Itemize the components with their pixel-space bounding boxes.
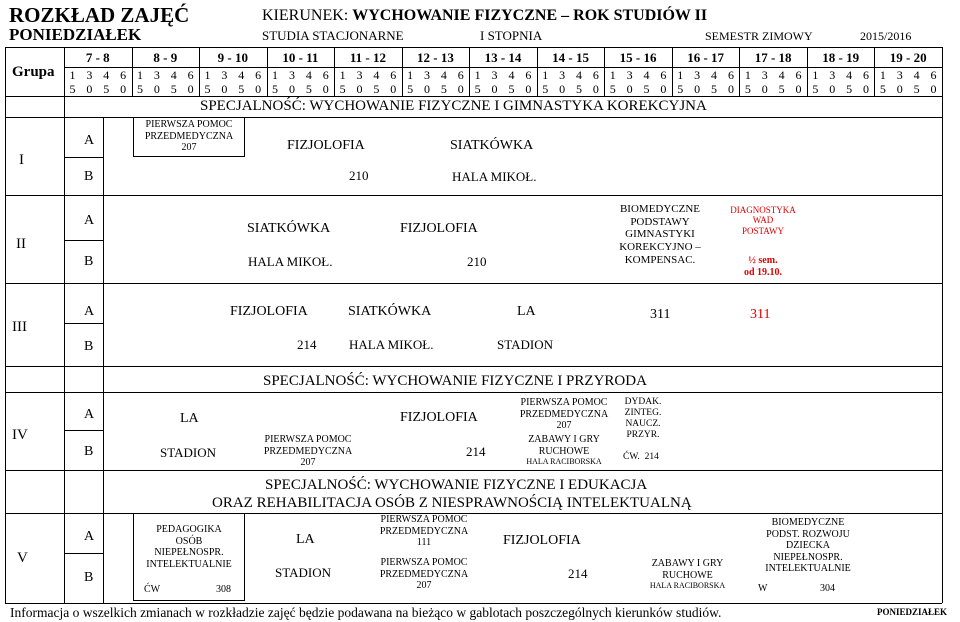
group-separator	[5, 366, 942, 367]
g3-athletics-venue: STADION	[497, 337, 554, 352]
g4-physiology-room: 214	[466, 444, 486, 459]
hour-separator	[64, 67, 942, 68]
course-line: NIEPEŁNOSPR.	[773, 551, 843, 563]
g5-physiology-course: FIZJOLOFIA	[503, 533, 581, 548]
quarter-minute-bottom: 5	[879, 82, 886, 96]
g1-first-aid	[133, 119, 245, 154]
note-line: ½ sem.	[748, 255, 778, 266]
quarter-minute-bottom: 5	[677, 82, 684, 96]
hour-label: 13 - 14	[484, 50, 522, 65]
course-name: ZABAWY I GRY	[651, 558, 724, 569]
group-4-label: IV	[12, 427, 28, 443]
quarter-minute-bottom: 5	[305, 82, 312, 96]
specialty-heading-3a: SPECJALNOŚĆ: WYCHOWANIE FIZYCZNE I EDUKACJA	[265, 477, 648, 493]
quarter-minute-bottom: 0	[930, 82, 937, 96]
quarter-minute-bottom: 0	[424, 82, 430, 96]
hour-label: 12 - 13	[417, 50, 454, 65]
hour-label: 11 - 12	[349, 50, 386, 65]
quarter-minute-top: 6	[525, 68, 532, 82]
course-name-2: PRZEDMEDYCZNA	[519, 408, 609, 420]
hour-label: 14 - 15	[552, 50, 589, 65]
quarter-minute-top: 3	[153, 68, 160, 82]
course-line: NAUCZ.	[625, 418, 661, 429]
quarter-minute-top: 4	[103, 68, 110, 82]
quarter-minute-bottom: 5	[238, 82, 245, 96]
hour-label: 15 - 16	[619, 50, 657, 65]
room-number: 207	[556, 420, 572, 431]
course-line: OSÓB	[175, 535, 203, 547]
quarter-minute-bottom: 0	[187, 82, 194, 96]
note-line: od 19.10.	[743, 266, 783, 278]
course-line: POSTAWY	[741, 225, 785, 236]
quarter-minute-bottom: 5	[643, 82, 650, 96]
g4-didactics-exercise	[623, 453, 659, 463]
quarter-minute-bottom: 0	[761, 82, 768, 96]
group-column-header: Grupa	[12, 64, 55, 80]
quarter-minute-bottom: 5	[744, 82, 751, 96]
specialty-heading-3b: ORAZ REHABILITACJA OSÓB Z NIESPRAWNOŚCIĄ INTELEKTUALNĄ	[212, 495, 692, 511]
quarter-minute-bottom: 5	[170, 82, 177, 96]
room-number: 207	[181, 142, 197, 153]
quarter-minute-bottom: 5	[508, 82, 515, 96]
quarter-minute-top: 6	[457, 68, 464, 82]
g1-physiology-room: 210	[349, 168, 369, 183]
g5-biomedical-room: 304	[820, 583, 835, 594]
room-number: 207	[300, 457, 316, 468]
quarter-minute-top: 6	[322, 68, 329, 82]
quarter-minute-top: 3	[761, 68, 768, 82]
g5-physiology-room: 214	[568, 566, 588, 581]
course-line: DIAGNOSTYKA	[730, 205, 796, 215]
study-mode: STUDIA STACJONARNE	[262, 28, 404, 43]
course-name: PIERWSZA POMOC	[145, 119, 233, 130]
course-line: PODST. ROZWOJU	[766, 528, 850, 540]
quarter-minute-top: 6	[863, 68, 869, 82]
quarter-minute-bottom: 5	[272, 82, 279, 96]
quarter-minute-bottom: 0	[896, 82, 903, 96]
g4-first-aid-b	[252, 434, 364, 469]
g1-volleyball-hall: HALA MIKOŁ.	[452, 169, 537, 184]
quarter-minute-top: 6	[390, 68, 397, 82]
quarter-minute-bottom: 0	[288, 82, 295, 96]
venue: HALA RACIBORSKA	[649, 581, 726, 590]
group-3-label: III	[12, 319, 27, 335]
hour-label: 16 - 17	[687, 50, 725, 65]
course-name-2: PRZEDMEDYCZNA	[144, 130, 234, 142]
room-number: 111	[416, 537, 432, 548]
quarter-minute-top: 3	[491, 68, 498, 82]
grid-right-border	[942, 47, 943, 603]
g5-first-aid-b	[368, 557, 480, 592]
quarter-minute-top: 6	[592, 68, 599, 82]
course-name: PIERWSZA POMOC	[380, 557, 468, 568]
quarter-minute-bottom: 0	[86, 82, 93, 96]
g5-biomedical-block	[748, 517, 868, 575]
g4-first-aid-a	[508, 397, 620, 432]
g5-first-aid-a	[368, 514, 480, 549]
quarter-minute-bottom: 0	[626, 82, 633, 96]
quarter-minute-bottom: 5	[711, 82, 718, 96]
course-name-2: PRZEDMEDYCZNA	[379, 568, 469, 580]
g5-pedagogy-room: 308	[216, 584, 231, 595]
quarter-minute-bottom: 0	[120, 82, 127, 96]
g5-biomedical-type: W	[758, 583, 768, 594]
quarter-minute-top: 4	[575, 68, 582, 82]
quarter-minute-top: 4	[846, 68, 853, 82]
g2-diagnostics-note	[718, 255, 808, 278]
g5-pedagogy-type: ĆW	[144, 584, 161, 595]
room-number: 214	[644, 452, 659, 462]
room-number: 207	[416, 580, 432, 591]
g2-physiology-course: FIZJOLOFIA	[400, 221, 478, 236]
g2-subgroup-a: A	[84, 213, 95, 228]
quarter-minute-bottom: 0	[491, 82, 498, 96]
quarter-minute-bottom: 5	[846, 82, 853, 96]
g3-volleyball-hall: HALA MIKOŁ.	[349, 337, 434, 352]
g4-physiology-course: FIZJOLOFIA	[400, 410, 478, 425]
quarter-minute-top: 6	[120, 68, 127, 82]
class-type: ĆW.	[623, 452, 640, 462]
g3-volleyball-course: SIATKÓWKA	[348, 304, 432, 319]
group-separator	[5, 195, 942, 196]
quarter-minute-bottom: 0	[863, 82, 869, 96]
quarter-minute-top: 6	[660, 68, 667, 82]
g1-subgroup-a: A	[84, 133, 95, 148]
kierunek-value: WYCHOWANIE FIZYCZNE – ROK STUDIÓW II	[352, 7, 708, 24]
course-name-2: PRZEDMEDYCZNA	[379, 525, 469, 537]
course-line: PODSTAWY	[630, 215, 690, 228]
subgroup-separator	[64, 240, 104, 241]
g5-games-block	[630, 558, 745, 590]
quarter-minute-top: 3	[829, 68, 836, 82]
footer-info: Informacja o wszelkich zmianach w rozkładzie zajęć będzie podawana na bieżąco w gablotach poszczególnych kierunków studiów.	[10, 605, 722, 620]
course-line: PEDAGOGIKA	[156, 524, 222, 535]
g3-subgroup-b: B	[84, 339, 94, 354]
quarter-minute-bottom: 5	[542, 82, 549, 96]
g3-physiology-course: FIZJOLOFIA	[230, 304, 308, 319]
course-line: KOREKCYJNO –	[619, 240, 701, 253]
subgroup-separator	[64, 430, 104, 431]
g5-athletics-course: LA	[296, 532, 315, 547]
quarter-minute-bottom: 5	[913, 82, 920, 96]
course-name: PIERWSZA POMOC	[264, 434, 352, 445]
quarter-minute-top: 3	[288, 68, 295, 82]
group-column-line	[64, 47, 65, 603]
hour-label: 7 - 8	[85, 50, 110, 65]
hour-label: 17 - 18	[754, 50, 792, 65]
quarter-minute-top: 3	[86, 68, 93, 82]
g4-athletics-course: LA	[180, 411, 199, 426]
g3-athletics-course: LA	[517, 304, 536, 319]
quarter-minute-top: 1	[812, 68, 819, 82]
quarter-minute-bottom: 5	[69, 82, 76, 96]
grid-top-border	[5, 47, 942, 48]
quarter-minute-bottom: 5	[440, 82, 447, 96]
g4-games-block	[508, 434, 620, 466]
g5-subgroup-b: B	[84, 570, 94, 585]
kierunek-label: KIERUNEK:	[262, 7, 349, 24]
g5-athletics-venue: STADION	[275, 565, 332, 580]
course-line: KOMPENSAC.	[624, 253, 696, 266]
course-line: ZINTEG.	[624, 407, 662, 418]
quarter-minute-top: 1	[272, 68, 279, 82]
g2-subgroup-b: B	[84, 254, 94, 269]
quarter-minute-bottom: 0	[727, 82, 734, 96]
quarter-minute-bottom: 5	[812, 82, 819, 96]
quarter-minute-top: 1	[879, 68, 886, 82]
quarter-minute-bottom: 0	[356, 82, 363, 96]
header-bottom-line	[5, 96, 942, 97]
quarter-minute-bottom: 0	[829, 82, 836, 96]
venue: HALA RACIBORSKA	[526, 457, 602, 466]
course-name: PIERWSZA POMOC	[380, 514, 468, 525]
quarter-minute-top: 3	[694, 68, 701, 82]
quarter-minute-bottom: 0	[559, 82, 566, 96]
g2-volleyball-course: SIATKÓWKA	[247, 221, 331, 236]
quarter-minute-bottom: 0	[457, 82, 464, 96]
quarter-minute-bottom: 0	[390, 82, 397, 96]
quarter-minute-bottom: 5	[136, 82, 143, 96]
quarter-minute-bottom: 5	[474, 82, 481, 96]
quarter-minute-top: 1	[136, 68, 143, 82]
g2-volleyball-hall: HALA MIKOŁ.	[248, 254, 333, 269]
quarter-minute-top: 4	[238, 68, 245, 82]
group-5-label: V	[17, 550, 28, 566]
group-1-label: I	[19, 152, 24, 168]
course-line: INTELEKTUALNIE	[765, 563, 851, 574]
quarter-minute-bottom: 5	[609, 82, 616, 96]
hour-label: 9 - 10	[217, 50, 248, 65]
quarter-minute-top: 4	[711, 68, 718, 82]
quarter-minute-bottom: 5	[407, 82, 414, 96]
semester-label: SEMESTR ZIMOWY	[705, 29, 813, 43]
quarter-minute-top: 6	[795, 68, 802, 82]
subgroup-separator	[64, 157, 104, 158]
quarter-minute-top: 4	[440, 68, 447, 82]
quarter-minute-bottom: 5	[103, 82, 110, 96]
study-degree: I STOPNIA	[480, 28, 543, 43]
specialty-heading-1: SPECJALNOŚĆ: WYCHOWANIE FIZYCZNE I GIMNASTYKA KOREKCYJNA	[200, 98, 707, 114]
hour-label: 8 - 9	[153, 50, 178, 65]
specialty-heading-2: SPECJALNOŚĆ: WYCHOWANIE FIZYCZNE I PRZYRODA	[263, 373, 647, 389]
quarter-minute-top: 1	[69, 68, 76, 82]
quarter-minute-top: 1	[204, 68, 211, 82]
grid-left-border	[5, 47, 6, 603]
page-title: ROZKŁAD ZAJĘĆ	[9, 3, 190, 27]
quarter-minute-top: 1	[677, 68, 684, 82]
quarter-minute-top: 3	[221, 68, 228, 82]
quarter-minute-top: 4	[508, 68, 515, 82]
quarter-minute-top: 4	[643, 68, 650, 82]
footer-day: PONIEDZIAŁEK	[877, 607, 948, 617]
quarter-minute-bottom: 5	[339, 82, 346, 96]
quarter-minute-bottom: 5	[778, 82, 785, 96]
g2-diagnostics-block	[718, 205, 808, 236]
course-line: BIOMEDYCZNE	[771, 517, 845, 528]
quarter-minute-top: 1	[339, 68, 346, 82]
g4-subgroup-b: B	[84, 444, 94, 459]
subgroup-column-line	[103, 117, 104, 603]
g3-physiology-room: 214	[297, 337, 317, 352]
quarter-minute-top: 3	[424, 68, 430, 82]
quarter-minute-top: 3	[626, 68, 633, 82]
course-line: GIMNASTYKI	[625, 228, 695, 241]
quarter-minute-top: 6	[187, 68, 194, 82]
subgroup-separator	[64, 553, 104, 554]
g4-didactics-block	[618, 397, 668, 441]
g2-physiology-room: 210	[467, 254, 487, 269]
g5-subgroup-a: A	[84, 529, 95, 544]
course-name: ZABAWY I GRY	[528, 434, 600, 445]
quarter-minute-bottom: 5	[575, 82, 582, 96]
quarter-minute-top: 4	[913, 68, 920, 82]
course-line: PRZYR.	[626, 429, 660, 440]
g4-athletics-venue: STADION	[160, 445, 217, 460]
group-separator	[5, 470, 942, 471]
course-line: NIEPEŁNOSPR.	[154, 547, 224, 558]
course-name-2: RUCHOWE	[538, 445, 590, 457]
kierunek-line	[262, 8, 707, 24]
group-separator	[5, 283, 942, 284]
day-label: PONIEDZIAŁEK	[9, 25, 142, 44]
g3-room-2: 311	[750, 307, 771, 322]
quarter-minute-bottom: 0	[660, 82, 667, 96]
course-line: INTELEKTUALNIE	[146, 558, 232, 570]
quarter-minute-bottom: 0	[592, 82, 599, 96]
quarter-minute-top: 6	[930, 68, 937, 82]
course-name-2: RUCHOWE	[662, 569, 713, 581]
g1-physiology-course: FIZJOLOFIA	[287, 138, 365, 153]
quarter-minute-bottom: 0	[221, 82, 228, 96]
g1-subgroup-b: B	[84, 169, 94, 184]
quarter-minute-bottom: 0	[525, 82, 532, 96]
quarter-minute-bottom: 0	[255, 82, 262, 96]
quarter-minute-top: 3	[896, 68, 903, 82]
hour-label: 18 - 19	[822, 50, 860, 65]
quarter-minute-top: 3	[559, 68, 566, 82]
quarter-minute-bottom: 0	[153, 82, 160, 96]
quarter-minute-top: 6	[255, 68, 262, 82]
course-line: DYDAK.	[624, 397, 662, 407]
g1-volleyball-course: SIATKÓWKA	[450, 138, 534, 153]
quarter-minute-bottom: 5	[373, 82, 380, 96]
g3-subgroup-a: A	[84, 304, 95, 319]
g5-pedagogy-block	[133, 524, 245, 570]
hour-label: 19 - 20	[889, 50, 927, 65]
quarter-minute-top: 6	[727, 68, 734, 82]
specialty-line	[5, 392, 942, 393]
hour-label: 10 - 11	[282, 50, 319, 65]
course-line: WAD	[752, 215, 774, 226]
subgroup-separator	[64, 323, 104, 324]
g3-room-1: 311	[650, 307, 671, 322]
quarter-minute-bottom: 0	[322, 82, 329, 96]
course-name-2: PRZEDMEDYCZNA	[263, 445, 353, 457]
quarter-minute-top: 1	[407, 68, 414, 82]
quarter-minute-top: 3	[356, 68, 363, 82]
grid-bottom-border	[5, 603, 942, 604]
quarter-minute-bottom: 0	[694, 82, 701, 96]
quarter-minute-top: 4	[778, 68, 785, 82]
quarter-minute-top: 1	[744, 68, 751, 82]
quarter-minute-bottom: 5	[204, 82, 211, 96]
quarter-minute-bottom: 0	[795, 82, 802, 96]
course-line: DZIECKA	[786, 540, 830, 551]
quarter-minute-top: 1	[542, 68, 549, 82]
group-2-label: II	[16, 236, 26, 252]
course-line: BIOMEDYCZNE	[619, 203, 701, 215]
quarter-minute-top: 1	[474, 68, 481, 82]
quarter-minute-top: 4	[170, 68, 177, 82]
quarter-minute-top: 1	[609, 68, 616, 82]
academic-year: 2015/2016	[860, 29, 912, 43]
g4-subgroup-a: A	[84, 407, 95, 422]
quarter-minute-top: 4	[305, 68, 312, 82]
course-name: PIERWSZA POMOC	[520, 397, 608, 408]
quarter-minute-top: 4	[373, 68, 380, 82]
g2-biomedical-block	[600, 203, 720, 266]
